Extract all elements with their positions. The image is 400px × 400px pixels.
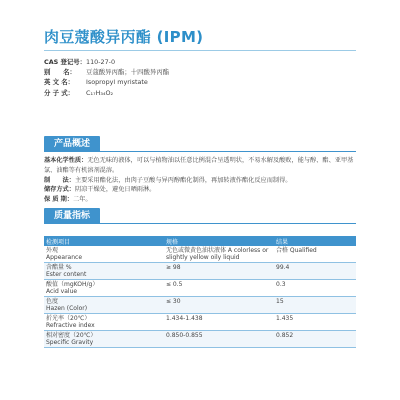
- overview-paragraph: [44, 176, 356, 186]
- column-header-spec: 规格: [164, 236, 274, 246]
- table-cell-spec: 0.850-0.855: [164, 331, 274, 348]
- overview-label: 保 质 期：: [44, 196, 74, 204]
- overview-paragraph: [44, 156, 356, 176]
- table-cell-spec: 1.434-1.438: [164, 314, 274, 331]
- table-row: [44, 263, 356, 280]
- quality-section-header: [44, 208, 356, 224]
- info-value: 豆蔻酸异丙酯；十四酸异丙酯: [86, 68, 170, 77]
- overview-section-header: [44, 136, 356, 152]
- quality-heading: 质量指标: [44, 208, 100, 224]
- overview-label: 制 法：: [44, 176, 75, 184]
- overview-value: 二年。: [73, 196, 92, 204]
- info-label: CAS 登记号：: [44, 58, 87, 66]
- table-cell-result: 99.4: [274, 263, 356, 280]
- item-en: Refractive index: [46, 322, 95, 329]
- table-cell-item: [44, 263, 164, 280]
- info-label: 分 子 式：: [44, 88, 75, 97]
- item-cn: 酸值（mgKOH/g）: [46, 281, 99, 288]
- info-value: C₁₇H₃₄O₂: [86, 88, 114, 97]
- table-cell-result: 0.3: [274, 280, 356, 297]
- table-cell-item: [44, 280, 164, 297]
- table-cell-result: 0.852: [274, 331, 356, 348]
- overview-text: [44, 156, 356, 205]
- info-value: Isopropyl myristate: [86, 78, 148, 87]
- info-value: 110-27-0: [86, 58, 116, 66]
- overview-label: 基本化学性质：: [44, 157, 88, 164]
- info-row-cas: [44, 57, 364, 67]
- table-cell-item: [44, 297, 164, 314]
- item-cn: 含酯量 %: [46, 264, 72, 271]
- item-en: Appearance: [46, 254, 83, 261]
- table-row: [44, 280, 356, 297]
- item-en: Hazen (Color): [46, 305, 88, 312]
- item-cn: 折光率（20℃）: [46, 315, 91, 322]
- overview-paragraph: [44, 185, 356, 195]
- info-row-english-name: [44, 77, 364, 87]
- section-divider: [44, 223, 356, 224]
- quality-spec-table: [44, 236, 356, 348]
- table-row: [44, 331, 356, 348]
- overview-value: 阴凉干燥处，避免日晒雨淋。: [74, 186, 156, 194]
- product-info: [44, 57, 364, 98]
- overview-label: 储存方式：: [44, 186, 75, 194]
- info-row-formula: [44, 88, 364, 98]
- item-en: Specific Gravity: [46, 339, 94, 346]
- table-cell-spec: 无色或微黄色油状液体 A colorless or slightly yellow oily liquid: [164, 246, 274, 263]
- table-cell-spec: ≥ 98: [164, 263, 274, 280]
- column-header-result: 结果: [274, 236, 356, 246]
- overview-value: 无色无味的液体，可以与植物油以任意比例混合呈透明状，不易水解及酸败，能与醇、酯、亚甲基氯、油酯等有机溶剂混溶。: [44, 157, 354, 174]
- overview-paragraph: [44, 195, 356, 205]
- table-row: [44, 297, 356, 314]
- table-cell-result: 15: [274, 297, 356, 314]
- overview-heading: 产品概述: [44, 136, 100, 152]
- table-cell-item: [44, 246, 164, 263]
- table-cell-item: [44, 331, 164, 348]
- item-en: Ester content: [46, 271, 87, 278]
- table-header-row: [44, 236, 356, 246]
- item-cn: 色度: [46, 298, 59, 305]
- table-cell-item: [44, 314, 164, 331]
- table-row: [44, 314, 356, 331]
- section-divider: [44, 151, 356, 152]
- table-cell-spec: ≤ 0.5: [164, 280, 274, 297]
- title-divider: [44, 50, 356, 51]
- table-cell-result: 1.435: [274, 314, 356, 331]
- item-en: Acid value: [46, 288, 78, 295]
- item-cn: 相对密度（20℃）: [46, 332, 97, 339]
- table-cell-spec: ≤ 30: [164, 297, 274, 314]
- page-title: 肉豆蔻酸异丙酯 (IPM): [44, 28, 204, 46]
- info-row-alias: [44, 67, 364, 77]
- table-cell-result: 合格 Qualified: [274, 246, 356, 263]
- info-label: 别 名：: [44, 68, 76, 77]
- table-row: [44, 246, 356, 263]
- info-label: 英 文 名：: [44, 78, 75, 87]
- overview-value: 主要采用酯化法，由肉子豆酸与异丙醇酯化制得，再加转液作酯化反应而制得。: [74, 176, 292, 184]
- item-cn: 外观: [46, 247, 59, 254]
- column-header-item: 检测项目: [44, 236, 164, 246]
